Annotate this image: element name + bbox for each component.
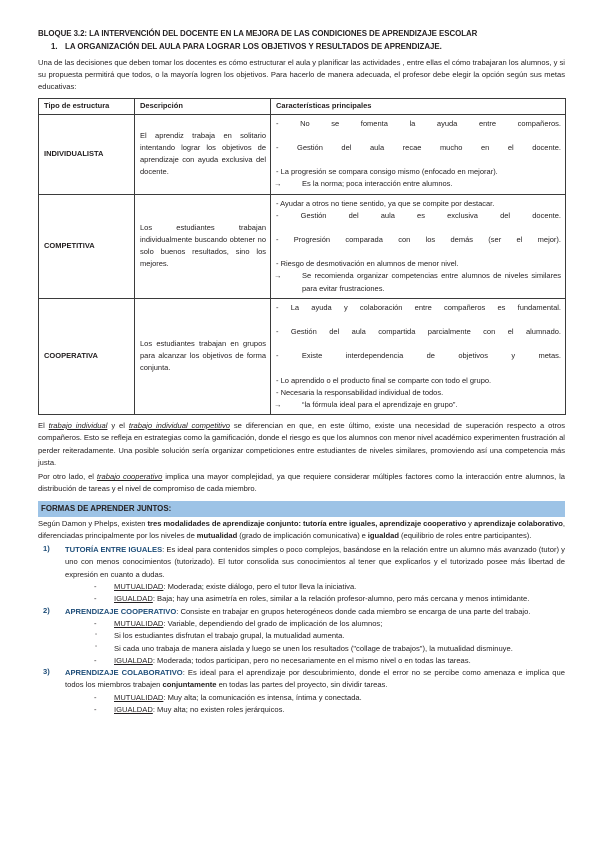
dash-marker: - <box>94 594 97 604</box>
feature-item: - Necesaria la responsabilidad individual de todos. <box>276 387 444 397</box>
section-banner: FORMAS DE APRENDER JUNTOS: <box>38 501 565 517</box>
feature-item: - La ayuda y colaboración entre compañeros es fundamental. <box>276 302 561 312</box>
row-features <box>271 194 566 298</box>
sub-text: : Moderada; existe diálogo, pero el tutor lleva la iniciativa. <box>163 582 357 592</box>
dash-marker: - <box>94 655 97 665</box>
dash-marker: - <box>94 692 97 702</box>
feature-arrow-text: Es la norma; poca interacción entre alumnos. <box>302 179 453 189</box>
section-number: 1. <box>51 41 58 51</box>
list-item-cooperativo <box>38 606 565 667</box>
feature-item: - Existe interdependencia de objetivos y metas. <box>276 351 561 361</box>
section-heading <box>38 41 565 53</box>
sublist <box>65 618 565 630</box>
circle-item <box>91 643 565 655</box>
arrow-icon: → <box>274 271 282 281</box>
arrow-icon: → <box>274 399 282 409</box>
list-item-body-cont: en todas las partes del proyecto, sin dividir tareas. <box>216 680 388 690</box>
list-item-body: : Es ideal para contenidos simples o poco complejos, basándose en la relación entre un alumno más avanzado (tutor) y uno con menos conocimientos (tutorizado). El tutor consolida sus conocimientos al tener que explicarlos y el tutorizado posee más libertad de expresión en cuanto a dudas. <box>65 545 565 579</box>
text-fragment: (grado de implicación comunicativa) e <box>237 530 368 540</box>
feature-arrow-text: “la fórmula ideal para el aprendizaje en grupo”. <box>302 399 458 409</box>
sub-term: MUTUALIDAD <box>114 582 164 592</box>
sub-text: : Muy alta; no existen roles jerárquicos. <box>152 705 285 715</box>
list-item-text <box>65 606 565 618</box>
bold-mutualidad: mutualidad <box>196 530 238 540</box>
page-title: BLOQUE 3.2: LA INTERVENCIÓN DEL DOCENTE EN LA MEJORA DE LAS CONDICIONES DE APRENDIZAJE ESCOLAR <box>38 29 478 38</box>
list-marker: 1) <box>43 544 50 554</box>
row-type: INDIVIDUALISTA <box>39 114 135 194</box>
list-item-heading: APRENDIZAJE COLABORATIVO <box>65 668 183 678</box>
feature-item: - Lo aprendido o el producto final se comparte con todo el grupo. <box>276 375 492 385</box>
circle-sublist <box>65 630 565 655</box>
term-trabajo-individual-competitivo: trabajo individual competitivo <box>128 420 230 430</box>
sub-term: MUTUALIDAD <box>114 692 164 702</box>
dash-marker: - <box>94 618 97 628</box>
row-features <box>271 114 566 194</box>
table-row <box>39 114 566 194</box>
row-description: Los estudiantes trabajan en grupos para alcanzar los objetivos de forma conjunta. <box>135 298 271 414</box>
list-item-text <box>65 667 565 692</box>
sub-text: : Muy alta; la comunicación es intensa, íntima y conectada. <box>163 692 362 702</box>
table-row <box>39 194 566 298</box>
sublist-item <box>92 593 565 605</box>
sublist-item <box>92 692 565 704</box>
text-fragment: Por otro lado, el <box>38 472 97 482</box>
table-header-features: Características principales <box>271 98 566 114</box>
circle-item <box>91 630 565 642</box>
cooperative-paragraph <box>38 471 565 496</box>
sub-term: IGUALDAD <box>114 655 153 665</box>
sub-text: : Variable, dependiendo del grado de implicación de los alumnos; <box>163 618 383 628</box>
feature-item: - Gestión del aula compartida parcialmente con el alumnado. <box>276 327 561 336</box>
feature-arrow-text: Se recomienda organizar competencias entre alumnos de niveles similares para evitar frustraciones. <box>302 271 561 293</box>
row-description: Los estudiantes trabajan individualmente buscando obtener no solo buenos resultados, sino los mejores. <box>135 194 271 298</box>
row-type: COMPETITIVA <box>39 194 135 298</box>
text-fragment: , diferenciadas principalmente por los niveles de <box>38 518 565 540</box>
intro-paragraph: Una de las decisiones que deben tomar los docentes es cómo estructurar el aula y planificar las actividades , entre ellas el cómo trabajaran los alumnos, y si su propuesta permitirá que todos, o la mayoría logren los objetivos. Para hacerlo de manera adecuada, el profesor debe elegir la opción según sus metas educativas: <box>38 57 565 92</box>
text-fragment: El <box>38 420 49 430</box>
bold-igualdad: igualdad <box>367 530 400 540</box>
row-description: El aprendiz trabaja en solitario intentando lograr los objetivos de aprendizaje con ayuda exclusiva del docente. <box>135 114 271 194</box>
term-trabajo-individual: trabajo individual <box>48 420 108 430</box>
text-fragment: implica una mayor complejidad, ya que requiere considerar múltiples factores como la interacción entre alumnos, la distribución de tareas y el nivel de compromiso de cada miembro. <box>38 472 566 494</box>
circle-text: Si cada uno trabaja de manera aislada y luego se unen los resultados ("collage de trabajos"), la mutualidad disminuye. <box>114 643 513 653</box>
circle-text: Si los estudiantes disfrutan el trabajo grupal, la mutualidad aumenta. <box>114 631 345 641</box>
list-marker: 3) <box>43 667 50 677</box>
table-row <box>39 298 566 414</box>
bold-colaborativo: aprendizaje colaborativo <box>473 518 563 528</box>
sublist-item <box>92 704 565 716</box>
feature-item: - No se fomenta la ayuda entre compañeros. <box>276 118 561 128</box>
section-title: LA ORGANIZACIÓN DEL AULA PARA LOGRAR LOS OBJETIVOS Y RESULTADOS DE APRENDIZAJE. <box>65 41 442 51</box>
arrow-icon: → <box>274 179 282 189</box>
list-item-body: : Consiste en trabajar en grupos heterogéneos donde cada miembro se encarga de una parte del trabajo. <box>176 606 531 616</box>
row-features <box>271 298 566 414</box>
sub-text: : Baja; hay una asimetría en roles, similar a la relación profesor-alumno, pero más cercana y menos intimidante. <box>152 594 530 604</box>
text-fragment: y el <box>107 420 129 430</box>
feature-item: - Gestión del aula es exclusiva del docente. <box>276 210 561 220</box>
feature-item: - Ayudar a otros no tiene sentido, ya que se compite por destacar. <box>276 198 495 208</box>
sub-text: : Moderada; todos participan, pero no necesariamente en el mismo nivel o en todas las tareas. <box>152 655 471 665</box>
feature-arrow-note <box>276 399 561 411</box>
feature-item: - Progresión comparada con los demás (ser el mejor). <box>276 235 561 245</box>
sublist <box>65 692 565 717</box>
modalities-list <box>38 544 565 716</box>
text-fragment: y <box>466 518 474 528</box>
dash-marker: - <box>94 582 97 592</box>
feature-item: - La progresión se compara consigo mismo (enfocado en mejorar). <box>276 167 498 177</box>
list-item-tutoria <box>38 544 565 605</box>
text-fragment: se diferencian en que, en este último, existe una necesidad de superación respecto a otros compañeros. Esto se refleja en estrategias como la gamificación, donde el riesgo es que los alumnos con menor nivel académico experimenten frustración al perder reiteradamente. Una posible solución sería organizar competiciones entre estudiantes de niveles similares, promoviendo así una competencia más justa. <box>38 420 566 467</box>
term-trabajo-cooperativo: trabajo cooperativo <box>96 472 163 482</box>
text-fragment: Según Damon y Phelps, existen <box>38 518 148 528</box>
lead-paragraph <box>38 518 565 543</box>
feature-arrow-note <box>276 270 561 294</box>
sublist-item <box>92 655 565 667</box>
learning-structures-table <box>38 98 566 415</box>
row-type: COOPERATIVA <box>39 298 135 414</box>
list-item-body: : Es ideal para el aprendizaje por descubrimiento, donde el error no se percibe como amenaza e implica que todos los miembros trabajen <box>65 668 565 690</box>
sublist-item <box>92 618 565 630</box>
bold-modalities: tres modalidades de aprendizaje conjunto: tutoría entre iguales, aprendizaje cooperativo <box>147 518 467 528</box>
sublist <box>65 655 565 667</box>
sublist <box>65 581 565 606</box>
comparison-paragraph <box>38 420 565 469</box>
circle-bullet-icon: ◦ <box>95 643 98 651</box>
list-item-text <box>65 544 565 581</box>
circle-bullet-icon: ◦ <box>95 630 98 638</box>
table-header-type: Tipo de estructura <box>39 98 135 114</box>
feature-item: - Gestión del aula recae mucho en el docente. <box>276 143 561 153</box>
list-marker: 2) <box>43 605 50 615</box>
list-item-heading: TUTORÍA ENTRE IGUALES <box>65 545 163 555</box>
list-item-heading: APRENDIZAJE COOPERATIVO <box>65 606 177 616</box>
text-fragment: (equilibrio de roles entre participantes). <box>399 530 532 540</box>
sub-term: MUTUALIDAD <box>114 618 164 628</box>
table-header-description: Descripción <box>135 98 271 114</box>
bold-conjuntamente: conjuntamente <box>162 680 217 690</box>
table-header-row <box>39 98 566 114</box>
list-item-colaborativo <box>38 667 565 716</box>
sub-term: IGUALDAD <box>114 705 153 715</box>
feature-item: - Riesgo de desmotivación en alumnos de menor nivel. <box>276 259 459 269</box>
sub-term: IGUALDAD <box>114 594 153 604</box>
feature-arrow-note <box>276 178 561 190</box>
sublist-item <box>92 581 565 593</box>
dash-marker: - <box>94 705 97 715</box>
